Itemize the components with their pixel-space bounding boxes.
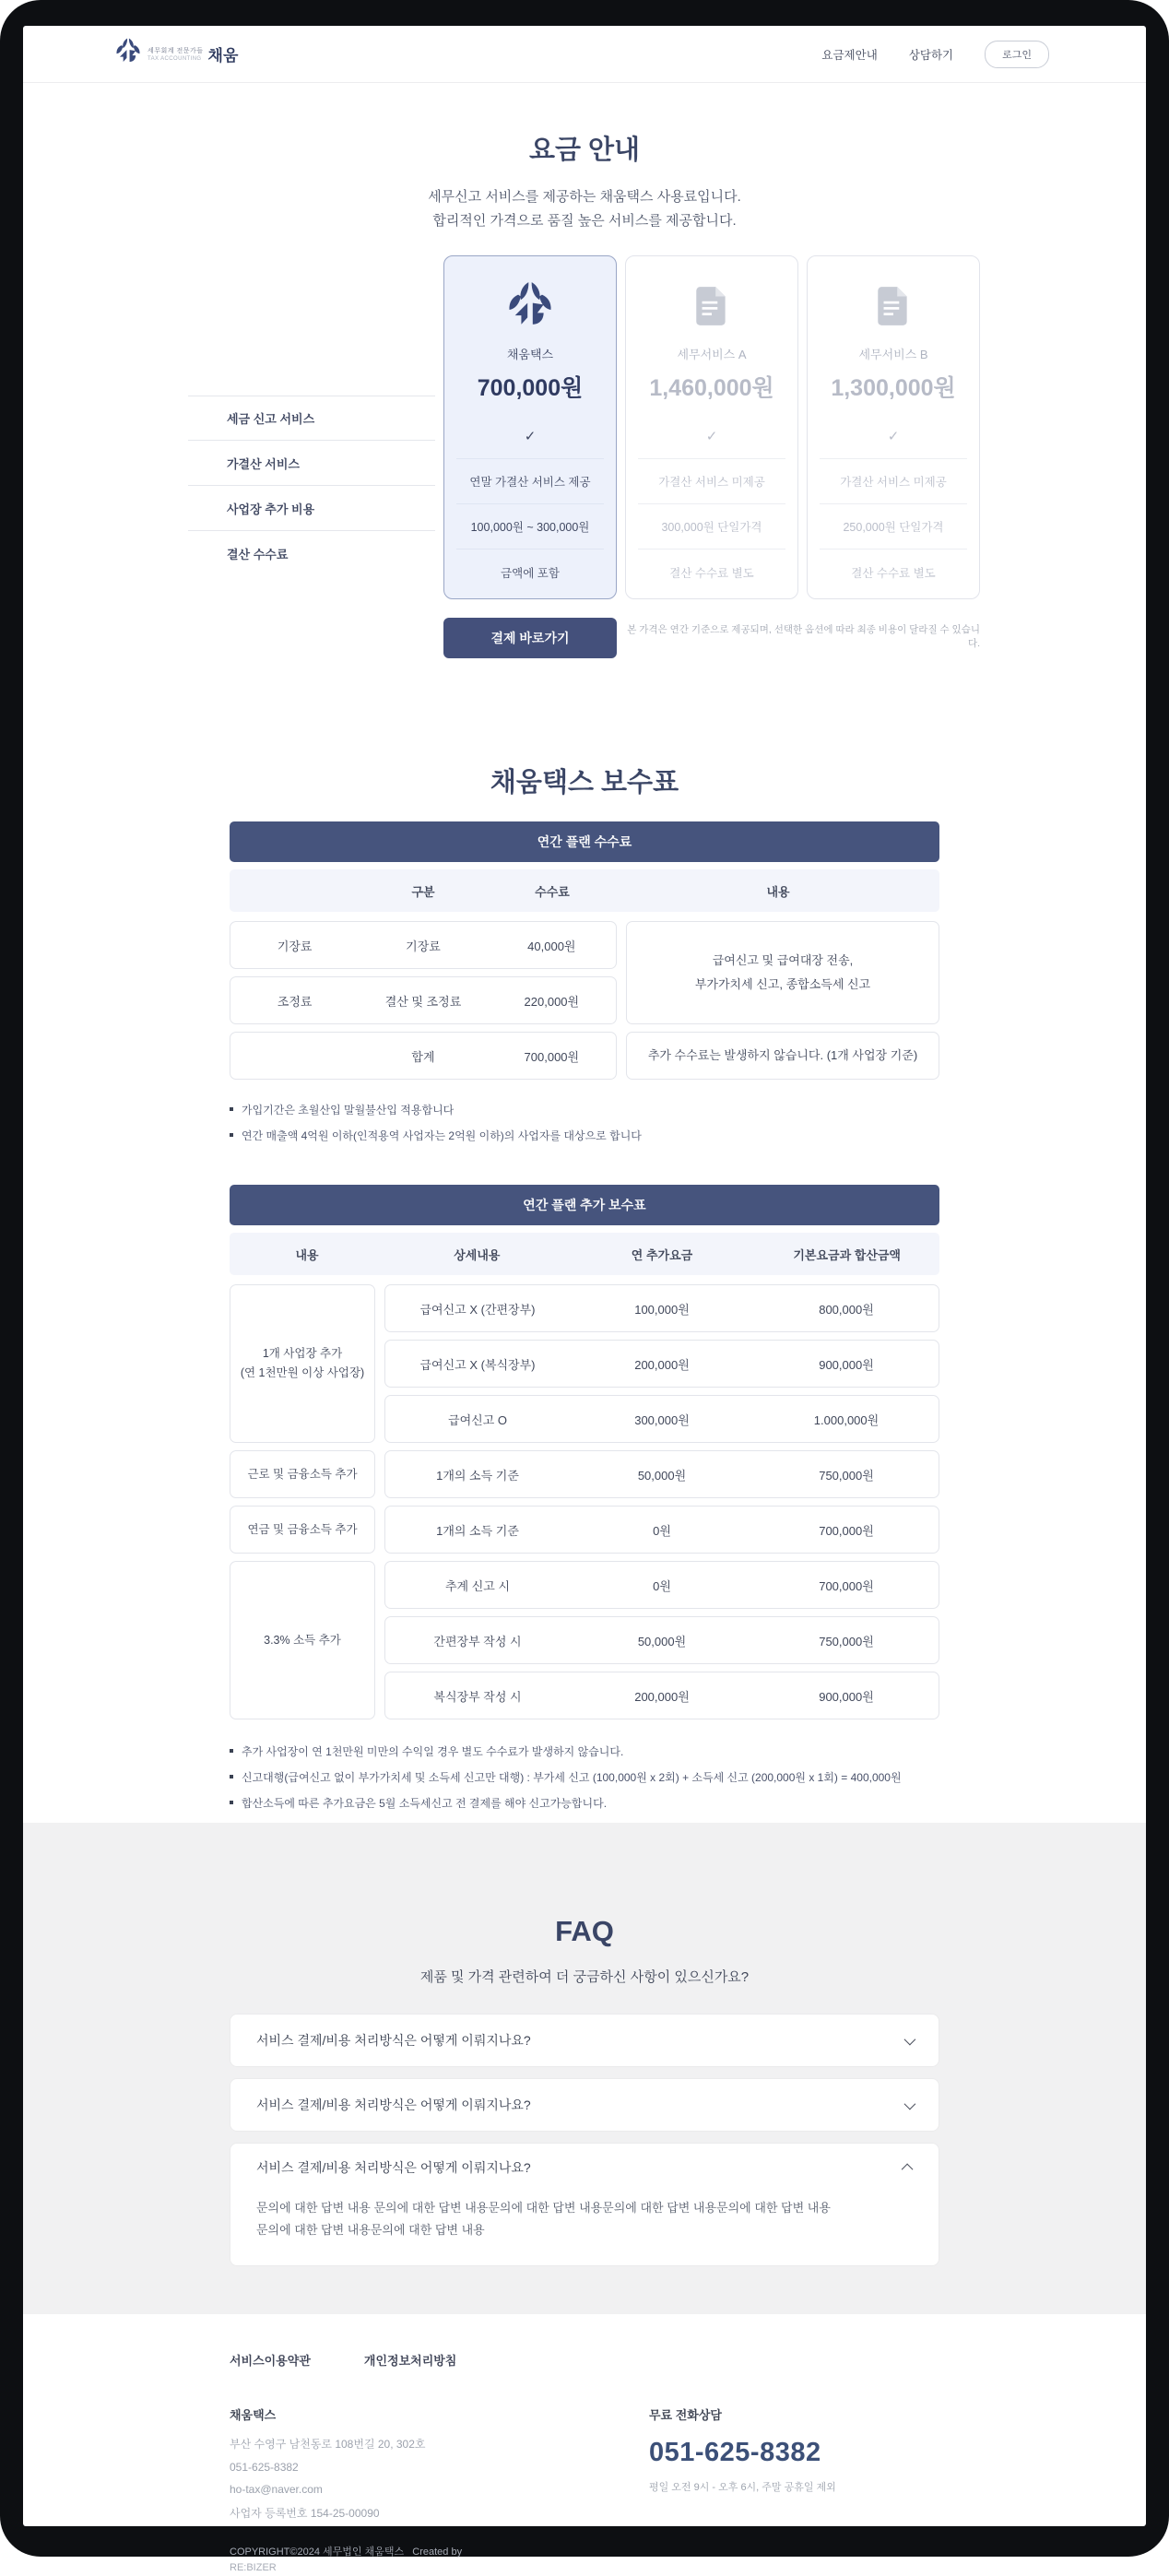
bullet-icon [230,1801,233,1804]
annual-fee-table [230,821,939,1148]
login-button[interactable]: 로그인 [985,41,1049,68]
table-row: 합계 700,000원 [230,1032,617,1080]
check-icon: ✓ [638,414,785,459]
chevron-up-icon [902,2163,914,2175]
column-header: 수수료 [535,884,570,899]
logo-tagline: 세무회계 전문가들 TAX ACCOUNTING [148,48,204,62]
chaeum-logo-icon [456,280,604,332]
plan-feature: 결산 수수료 별도 [851,566,936,580]
feature-label: 결산 수수료 [227,548,289,561]
plan-name: 세무서비스 B [858,348,928,361]
check-icon: ✓ [820,414,967,459]
group-label: 1개 사업장 추가 (연 1천만원 이상 사업장) [230,1284,375,1443]
faq-question[interactable]: 서비스 결제/비용 처리방식은 어떻게 이뤄지나요? [230,2079,939,2131]
fee-description-box: 급여신고 및 급여대장 전송, 부가가치세 신고, 종합소득세 신고 [626,921,939,1024]
plan-feature: 100,000원 ~ 300,000원 [456,504,604,549]
bullet-icon [230,1775,233,1778]
payment-button[interactable]: 결제 바로가기 [443,618,617,658]
group-label: 근로 및 금융소득 추가 [230,1450,375,1498]
header [23,26,1146,83]
faq-item [230,2014,939,2067]
plan-card-service-b[interactable] [807,255,980,599]
faq-item [230,2078,939,2132]
feature-label-column [188,255,435,599]
plan-name: 채움택스 [506,348,554,361]
plan-feature: 결산 수수료 별도 [669,566,754,580]
plan-price: 1,300,000원 [831,375,956,401]
faq-question[interactable]: 서비스 결제/비용 처리방식은 어떻게 이뤄지나요? [230,2144,939,2192]
faq-subtitle: 제품 및 가격 관련하여 더 궁금하신 사항이 있으신가요? [419,1969,750,1985]
table-column-headers [230,869,939,912]
table-row: 급여신고 X (복식장부) 200,000원 900,000원 [384,1340,939,1388]
table-row: 기장료 기장료 40,000원 [230,921,617,969]
chaeum-logo-icon [115,38,141,70]
plan-feature: 가결산 서비스 미제공 [638,459,785,504]
fee-table-notes: 가입기간은 초월산입 말월불산입 적용합니다 연간 매출액 4억원 이하(인적용역 사업자는 2억원 이하)의 사업자를 대상으로 합니다 [230,1096,939,1148]
faq-title: FAQ [555,1915,614,1947]
pricing-note: 본 가격은 연간 기준으로 제공되며, 선택한 옵션에 따라 최종 비용이 달라질 수 있습니다. [627,624,980,649]
group-label: 연금 및 금융소득 추가 [230,1506,375,1554]
faq-question[interactable]: 서비스 결제/비용 처리방식은 어떻게 이뤄지나요? [230,2015,939,2066]
table-row: 1개의 소득 기준 50,000원 750,000원 [384,1450,939,1498]
fee-table-title: 채움택스 보수표 [490,768,679,798]
table-row: 복식장부 작성 시 200,000원 900,000원 [384,1672,939,1719]
plan-card-service-a[interactable] [625,255,798,599]
privacy-link[interactable]: 개인정보처리방침 [363,2354,457,2368]
feature-label: 사업장 추가 비용 [188,486,435,531]
pricing-section [23,83,1146,658]
bullet-icon [230,1107,233,1111]
column-header: 내용 [295,1247,319,1262]
creator-name: RE:BIZER [230,2562,277,2573]
nav-item-consult[interactable]: 상담하기 [908,48,954,62]
extra-fee-table [230,1185,939,1815]
faq-section [23,1823,1146,2314]
table-row: 조정료 결산 및 조정료 220,000원 [230,976,617,1024]
call-hours: 평일 오전 9시 - 오후 6시, 주말 공휴일 제외 [649,2482,836,2493]
footer-address: 부산 수영구 남천동로 108번길 20, 302호 [230,2438,426,2451]
table-row: 간편장부 작성 시 50,000원 750,000원 [384,1616,939,1664]
terms-link[interactable]: 서비스이용약관 [230,2354,311,2368]
page [23,26,1146,2573]
call-phone-number: 051-625-8382 [649,2438,821,2467]
faq-item-expanded [230,2143,939,2266]
fee-description-box: 추가 수수료는 발생하지 않습니다. (1개 사업장 기준) [626,1032,939,1080]
header-nav [821,41,1049,68]
plan-feature: 연말 가결산 서비스 제공 [456,459,604,504]
extra-table-notes: 추가 사업장이 연 1천만원 미만의 수익일 경우 별도 수수료가 발생하지 않습니다. 신고대행(급여신고 없이 부가가치세 및 소득세 신고만 대행) : 부가세 신고 (100,000원 x 2회) + 소득세 신고 (200,000원 x 1회) = 400,000원 합산소득에 따른 추가요금은 5월 소득세신고 전 결제를 해야 신고가능합니다. [230,1738,939,1815]
document-icon [820,280,967,332]
plan-feature: 300,000원 단일가격 [638,504,785,549]
document-icon [638,280,785,332]
plan-feature: 250,000원 단일가격 [820,504,967,549]
column-header: 구분 [411,884,435,899]
plan-card-chaeum[interactable] [443,255,617,599]
footer [23,2314,1146,2576]
column-header: 기본요금과 합산금액 [793,1247,901,1262]
plan-price: 1,460,000원 [649,375,774,401]
table-row: 급여신고 X (간편장부) 100,000원 800,000원 [384,1284,939,1332]
plan-feature: 가결산 서비스 미제공 [820,459,967,504]
check-icon: ✓ [456,414,604,459]
footer-company: 채움택스 [230,2408,277,2422]
faq-answer: 문의에 대한 답변 내용 문의에 대한 답변 내용문의에 대한 답변 내용문의에 대한 답변 내용문의에 대한 답변 내용 문의에 대한 답변 내용문의에 대한 답변 내용 [256,2201,831,2237]
table-header-bar: 연간 플랜 수수료 [230,821,939,862]
chevron-down-icon [904,2097,916,2109]
table-row: 추계 신고 시 0원 700,000원 [384,1561,939,1609]
column-header: 상세내용 [454,1247,501,1262]
table-group [230,1506,939,1554]
footer-business-number: 사업자 등록번호 154-25-00090 [230,2507,380,2520]
table-row: 1개의 소득 기준 0원 700,000원 [384,1506,939,1554]
feature-label: 세금 신고 서비스 [188,396,435,441]
page-title: 요금 안내 [528,136,641,165]
column-header: 연 추가요금 [631,1247,693,1262]
table-column-headers [230,1233,939,1275]
table-group [230,1561,939,1719]
pricing-description: 세무신고 서비스를 제공하는 채움택스 사용료입니다. 합리적인 가격으로 품질 높은 서비스를 제공합니다. [428,189,741,229]
bullet-icon [230,1749,233,1753]
copyright: COPYRIGHT©2024 세무법인 채움택스 Created by RE:BIZER [230,2545,939,2576]
bullet-icon [230,1133,233,1137]
table-header-bar: 연간 플랜 추가 보수표 [230,1185,939,1225]
table-group [230,1450,939,1498]
plan-feature: 금액에 포함 [501,566,560,580]
brand-logo[interactable] [115,38,238,70]
table-row: 급여신고 O 300,000원 1.000,000원 [384,1395,939,1443]
logo-brand-text: 채움 [207,47,239,65]
feature-label: 가결산 서비스 [188,441,435,486]
column-header: 내용 [766,884,790,899]
group-label: 3.3% 소득 추가 [230,1561,375,1719]
call-title: 무료 전화상담 [649,2408,722,2422]
plan-price: 700,000원 [477,375,584,401]
table-group [230,1284,939,1443]
nav-item-pricing[interactable]: 요금제안내 [821,48,878,62]
chevron-down-icon [904,2033,916,2045]
plan-name: 세무서비스 A [677,348,747,361]
footer-phone: 051-625-8382 [230,2461,299,2474]
plan-comparison [188,255,981,599]
footer-email: ho-tax@naver.com [230,2483,323,2496]
